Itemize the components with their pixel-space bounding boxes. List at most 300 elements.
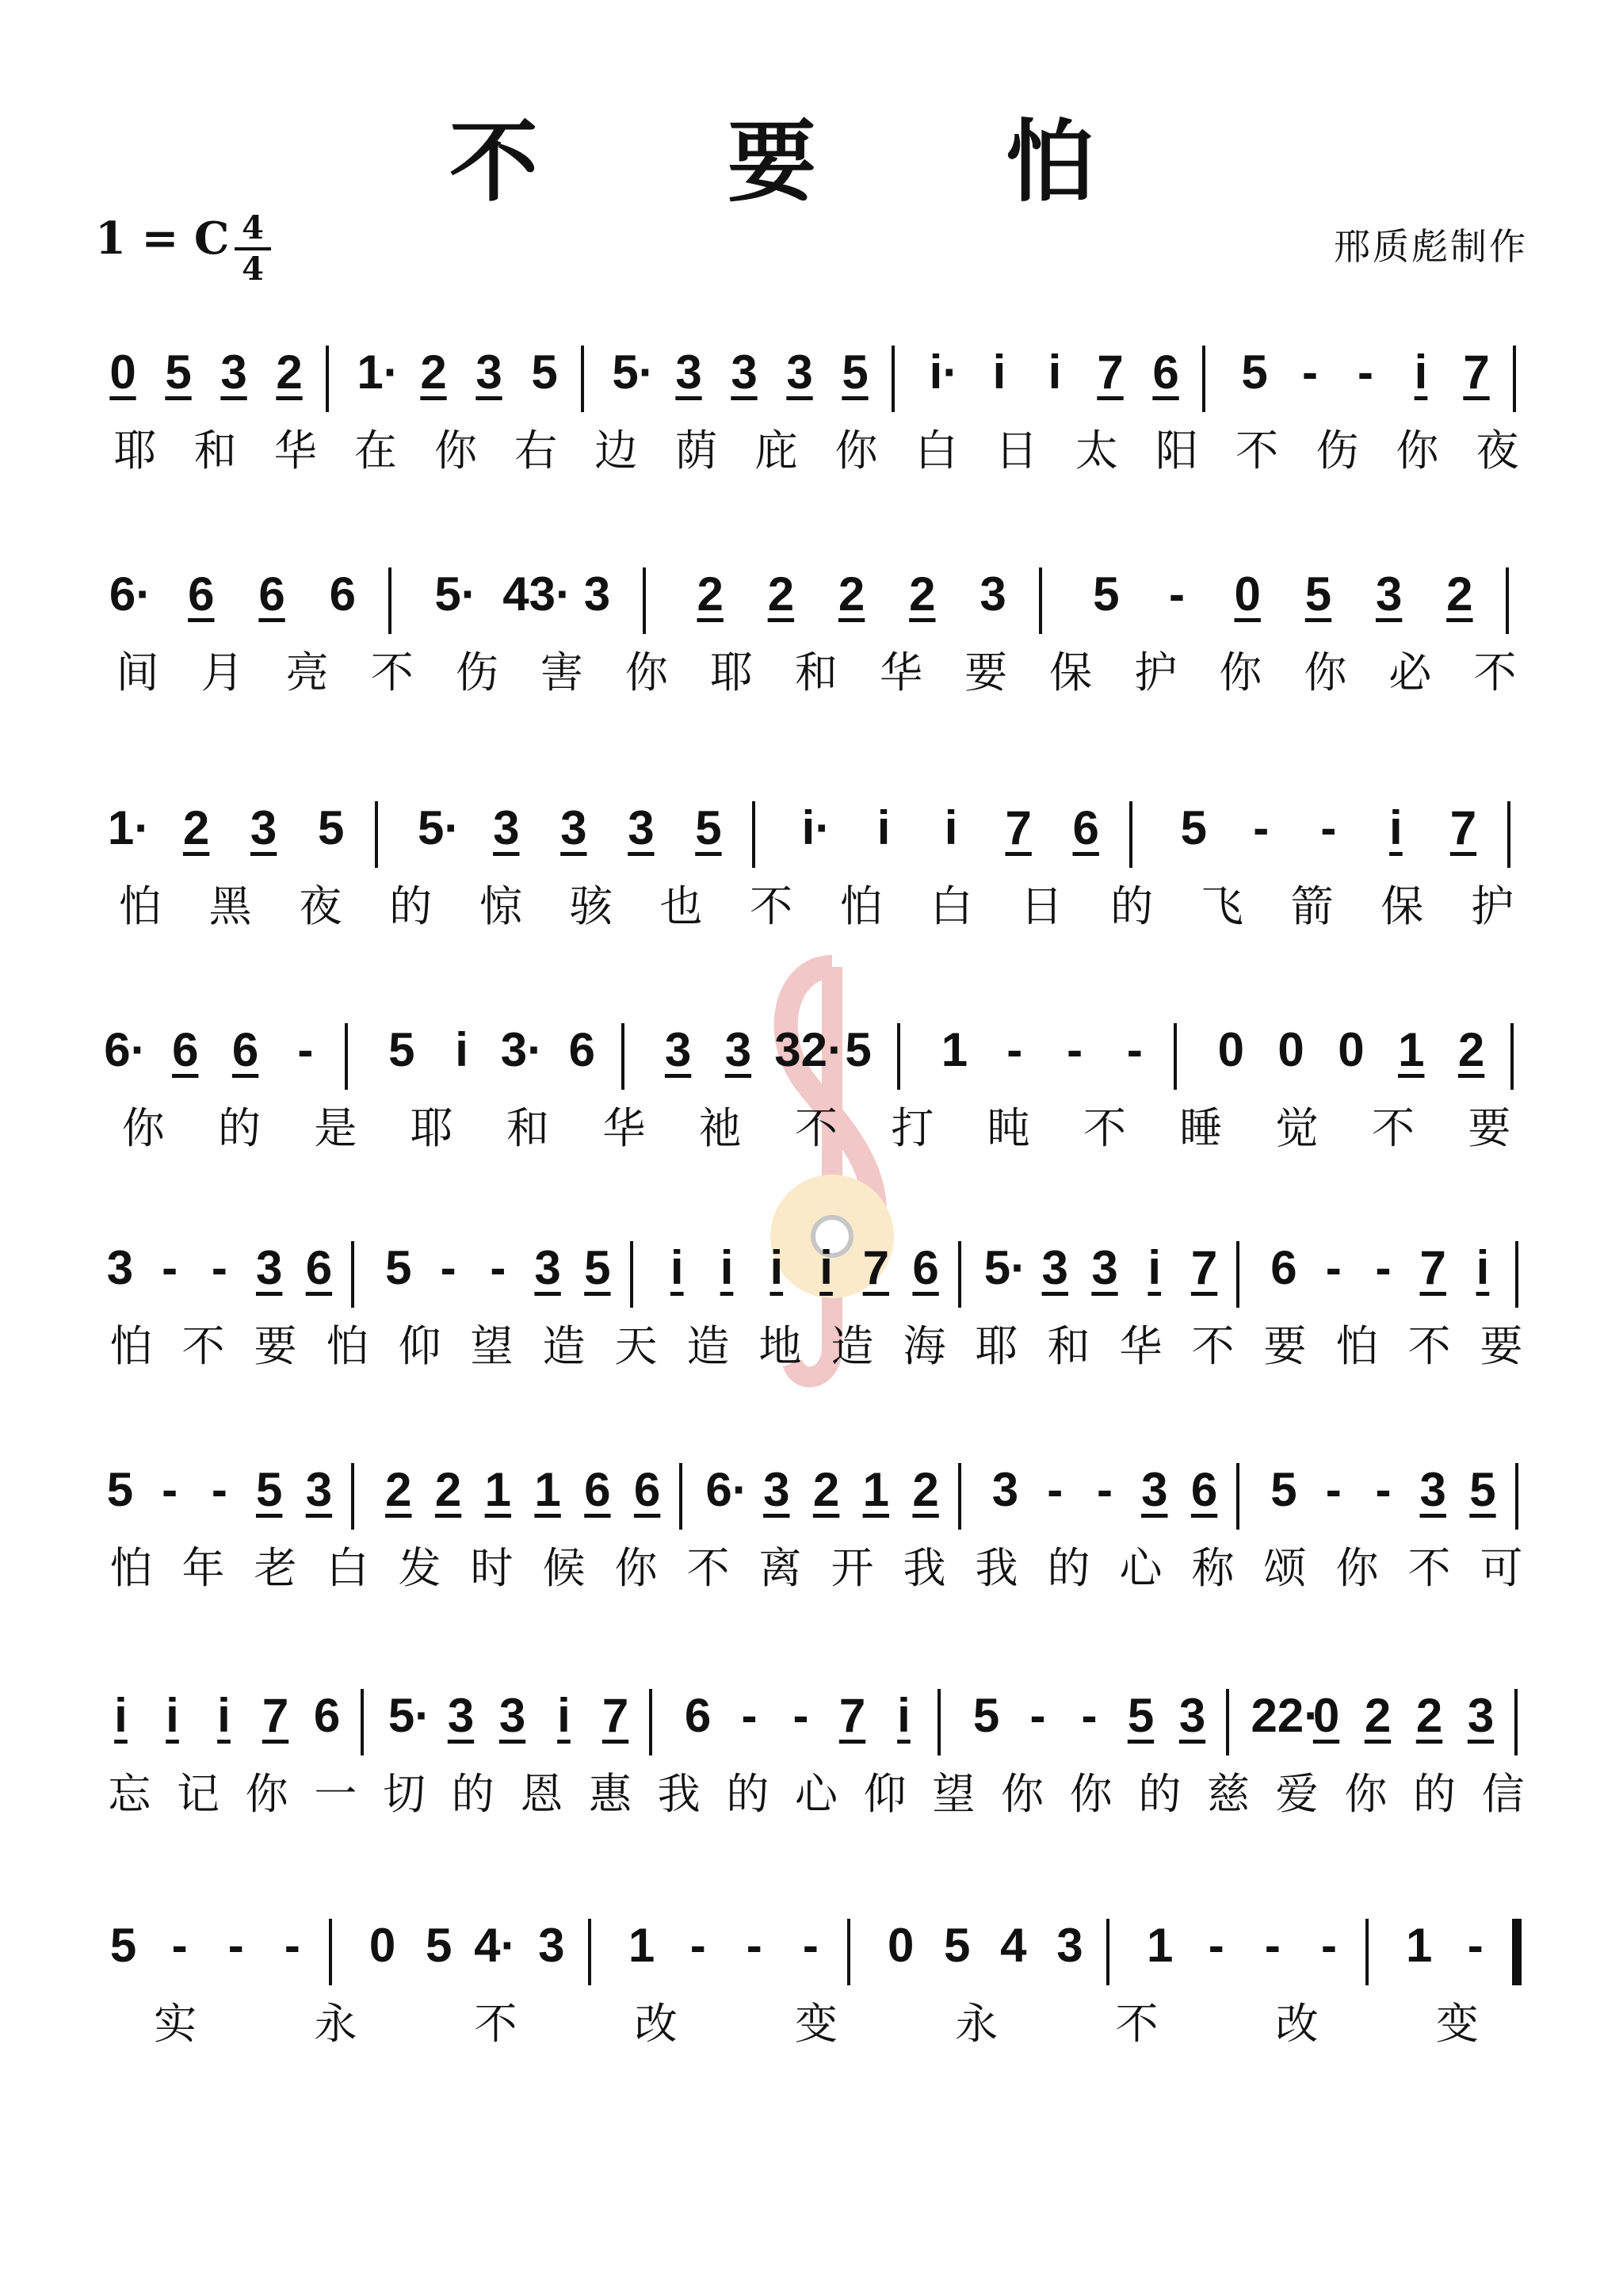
note: i [1476,1241,1490,1294]
note: i [720,1241,734,1294]
lyric-char: 海 [903,1321,946,1371]
note: - [1006,1023,1023,1076]
note: - [1325,1463,1342,1516]
note: 4· [474,1919,517,1972]
lyric-char: 不 [181,1321,225,1371]
note: i [944,801,958,854]
note: 6· [104,1023,147,1076]
lyric-char: 要 [1480,1321,1523,1371]
bar-line [1512,1919,1522,1985]
notation-line [0,341,1623,428]
note: 22· [1251,1689,1320,1742]
note: - [1325,1241,1342,1294]
lyric-char: 和 [193,426,237,476]
note: i [166,1689,179,1742]
note: 6 [329,567,356,621]
lyric-char: 要 [254,1321,297,1371]
note: i [819,1241,833,1294]
note: - [792,1689,809,1742]
note: 32· [774,1023,843,1076]
note: 5 [1304,567,1332,621]
lyric-char: 仰 [398,1321,441,1371]
note: 6 [568,1023,595,1076]
lyric-char: 老 [254,1543,297,1593]
lyrics-line [0,1996,1623,2052]
lyric-char: 耶 [410,1103,453,1153]
note: - [211,1463,227,1516]
key-signature: 1 = C [95,212,230,265]
bar-line [1506,567,1509,634]
note: 6 [912,1241,939,1294]
note: 6 [305,1241,333,1294]
note: 0 [887,1919,915,1972]
note: 3 [305,1463,333,1516]
bar-line [649,1689,652,1755]
lyric-char: 忘 [108,1769,151,1819]
lyric-char: 不 [1473,648,1517,697]
bar-line [621,1023,624,1090]
note: 2 [420,346,447,399]
lyric-char: 你 [434,426,477,476]
note: 3 [628,801,655,854]
lyric-char: 不 [474,1999,517,2049]
lyric-char: 的 [726,1769,769,1819]
lyric-char: 怕 [109,1543,153,1593]
note: 3 [220,346,247,399]
note: 3 [786,346,813,399]
lyric-char: 黑 [208,881,252,931]
note: i [1148,1241,1162,1294]
bar-line [375,801,378,868]
note: i [992,346,1006,399]
note: 3 [1041,1241,1068,1294]
lyric-char: 耶 [113,426,157,476]
bar-line [1226,1689,1229,1755]
lyric-char: 地 [758,1321,802,1371]
note: 3 [498,1689,526,1742]
lyric-char: 是 [314,1103,357,1153]
note: - [1081,1689,1098,1742]
note: - [746,1919,762,1972]
note: 3 [255,1241,283,1294]
lyric-char: 我 [975,1543,1018,1593]
note: 7 [1190,1241,1218,1294]
lyric-char: 和 [1047,1321,1090,1371]
note: 5 [317,801,345,854]
note: 5 [1241,346,1268,399]
note: 2 [909,567,936,621]
note: 3 [664,1023,692,1076]
lyric-char: 不 [1083,1103,1126,1153]
note: - [490,1241,506,1294]
note: - [802,1919,819,1972]
note: - [1126,1023,1143,1076]
note: 2 [434,1463,462,1516]
note: 6 [1270,1241,1297,1294]
note: 6 [1152,346,1179,399]
bar-line [1236,1241,1239,1308]
lyrics-line [0,1767,1623,1822]
lyric-char: 不 [750,881,793,931]
lyric-char: 惠 [589,1769,632,1819]
bar-line [1513,346,1516,412]
time-signature-top: 4 [242,209,264,246]
bar-line [326,346,329,412]
lyric-char: 开 [831,1543,874,1593]
note: i [1048,346,1062,399]
note: - [1169,567,1185,621]
lyric-char: 怕 [118,881,162,931]
note: 3 [1419,1463,1446,1516]
bar-line [1236,1463,1239,1530]
note: 7 [1449,801,1477,854]
note: 2 [385,1463,412,1516]
lyric-char: 你 [1396,426,1439,476]
lyric-char: 的 [1110,881,1154,931]
note: - [162,1463,178,1516]
lyric-char: 望 [470,1321,514,1371]
note: - [741,1689,758,1742]
note: 2 [912,1463,939,1516]
lyric-char: 称 [1191,1543,1235,1593]
time-signature-bottom: 4 [242,250,264,288]
note: 2 [276,346,303,399]
lyric-char: 仰 [863,1769,907,1819]
note: 5 [425,1919,453,1972]
lyric-char: 华 [273,426,317,476]
lyric-char: 变 [1435,1999,1479,2049]
lyric-char: 的 [1138,1769,1182,1819]
note: 5 [845,1023,872,1076]
lyric-char: 亮 [285,648,329,697]
bar-line [892,346,895,412]
note: - [1208,1919,1224,1972]
bar-line [847,1919,850,1985]
lyric-char: 变 [795,1999,838,2049]
lyric-char: 你 [1001,1769,1044,1819]
note: 3 [991,1463,1019,1516]
note: 1 [941,1023,968,1076]
note: 6 [1190,1463,1218,1516]
lyric-char: 祂 [698,1103,742,1153]
lyric-char: 心 [1119,1543,1163,1593]
note: i [217,1689,231,1742]
lyrics-line [0,1101,1623,1156]
lyric-char: 必 [1388,648,1432,697]
lyric-char: 太 [1075,426,1118,476]
note: 1· [357,346,399,399]
bar-line [1515,1241,1518,1308]
bar-line [897,1023,900,1090]
note: - [1264,1919,1281,1972]
note: 2 [1415,1689,1443,1742]
lyric-char: 望 [932,1769,976,1819]
lyric-char: 的 [1047,1543,1090,1593]
note: - [1097,1463,1113,1516]
lyric-char: 阳 [1155,426,1198,476]
note: 5 [1469,1463,1496,1516]
lyric-char: 你 [1344,1769,1388,1819]
note: i [455,1023,468,1076]
lyric-char: 候 [542,1543,586,1593]
note: 3 [763,1463,790,1516]
lyric-char: 一 [314,1769,357,1819]
note: 0 [1217,1023,1244,1076]
lyric-char: 你 [834,426,878,476]
notation-line [0,1458,1623,1545]
lyric-char: 飞 [1200,881,1243,931]
lyrics-line [0,645,1623,701]
lyric-char: 护 [1471,881,1514,931]
note: 3 [731,346,758,399]
note: 5· [612,346,655,399]
note: 1 [862,1463,889,1516]
note: i [1414,346,1428,399]
note: 5 [165,346,192,399]
note: - [1320,801,1337,854]
lyric-char: 右 [514,426,558,476]
note: 6 [313,1689,341,1742]
note: - [1047,1463,1064,1516]
note: 1· [107,801,151,854]
time-signature [235,211,271,287]
note: 1 [1398,1023,1425,1076]
lyric-char: 也 [659,881,703,931]
lyric-char: 怕 [1335,1321,1379,1371]
note: 3 [250,801,277,854]
lyric-char: 爱 [1275,1769,1319,1819]
bar-line [351,1463,354,1530]
bar-line [679,1463,682,1530]
lyric-char: 永 [955,1999,999,2049]
note: 7 [1463,346,1490,399]
bar-line [588,1919,591,1985]
note: 5 [255,1463,283,1516]
bar-line [958,1241,961,1308]
note: 3 [560,801,587,854]
lyric-char: 你 [245,1769,288,1819]
lyric-char: 惊 [479,881,522,931]
lyric-char: 华 [1119,1321,1163,1371]
song-title: 不 要 怕 [449,111,1174,214]
lyric-char: 害 [540,648,583,697]
bar-line [351,1241,354,1308]
lyric-char: 不 [1115,1999,1159,2049]
lyric-char: 耶 [975,1321,1018,1371]
lyric-char: 在 [353,426,397,476]
note: 3 [1091,1241,1118,1294]
note: 5 [842,346,869,399]
note: - [1358,346,1373,399]
note: 2 [838,567,865,621]
note: - [1375,1241,1392,1294]
lyric-char: 你 [1219,648,1262,697]
lyric-char: 白 [915,426,958,476]
lyric-char: 日 [1020,881,1064,931]
lyric-char: 你 [624,648,668,697]
note: 3 [534,1241,561,1294]
bar-line [1106,1919,1109,1985]
note: 6· [705,1463,748,1516]
note: 5 [1127,1689,1155,1742]
note: 5 [695,801,722,854]
lyric-char: 箭 [1290,881,1334,931]
lyrics-line [0,1541,1623,1596]
note: 7 [601,1689,629,1742]
lyric-char: 怕 [839,881,883,931]
lyric-char: 不 [686,1543,730,1593]
note: - [689,1919,706,1972]
note: 0 [369,1919,396,1972]
note: i [557,1689,571,1742]
lyric-char: 你 [1069,1769,1113,1819]
note: 3 [583,567,611,621]
note: 2 [1457,1023,1485,1076]
note: - [211,1241,227,1294]
lyric-char: 实 [154,1999,197,2049]
note: i· [801,801,831,854]
lyric-char: 可 [1480,1543,1523,1593]
note: 5 [106,1463,134,1516]
lyric-char: 和 [506,1103,549,1153]
lyric-char: 怕 [109,1321,153,1371]
lyric-char: 的 [1413,1769,1456,1819]
bar-line [938,1689,941,1755]
note: 6 [172,1023,199,1076]
note: 5 [1270,1463,1297,1516]
note: 6 [258,567,285,621]
bar-line [329,1919,332,1985]
notation-line [0,1018,1623,1106]
lyric-char: 的 [389,881,433,931]
note: i [769,1241,784,1294]
note: 3 [724,1023,752,1076]
note: - [1375,1463,1392,1516]
bar-line [1514,1689,1518,1755]
lyric-char: 改 [634,1999,678,2049]
note: 0 [1234,567,1261,621]
note: 3 [1178,1689,1206,1742]
note: i [897,1689,911,1742]
note: 1 [1406,1919,1433,1972]
note: 5· [418,801,460,854]
lyric-char: 伤 [1316,426,1359,476]
lyric-char: 天 [614,1321,658,1371]
lyric-char: 你 [1304,648,1347,697]
lyric-char: 夜 [1476,426,1519,476]
note: 5 [1093,567,1120,621]
lyric-char: 不 [1191,1321,1235,1371]
note: 6 [188,567,215,621]
note: 7 [262,1689,289,1742]
lyric-char: 你 [614,1543,658,1593]
lyric-char: 间 [116,648,159,697]
note: 5· [434,567,477,621]
lyric-char: 边 [594,426,638,476]
note: 3 [493,801,520,854]
note: - [1067,1023,1083,1076]
note: 1 [1146,1919,1174,1972]
bar-line [1174,1023,1177,1090]
note: 3 [538,1919,565,1972]
note: i [114,1689,128,1742]
bar-line [345,1023,348,1090]
note: 5 [972,1689,1000,1742]
lyric-char: 华 [880,648,923,697]
lyric-char: 睡 [1179,1103,1223,1153]
lyric-char: 要 [1263,1321,1307,1371]
bar-line [630,1241,633,1308]
note: 7 [1005,801,1032,854]
note: 0 [109,346,136,399]
lyric-char: 造 [686,1321,730,1371]
note: 3 [980,567,1006,621]
lyric-char: 不 [1407,1321,1451,1371]
lyric-char: 切 [383,1769,426,1819]
lyric-char: 夜 [299,881,342,931]
note: 1 [484,1463,512,1516]
lyric-char: 要 [964,648,1008,697]
note: 2 [1446,567,1473,621]
note: 5 [385,1241,412,1294]
lyric-char: 我 [903,1543,946,1593]
lyric-char: 你 [1335,1543,1379,1593]
lyric-char: 和 [795,648,838,697]
note: 5 [388,1023,415,1076]
lyric-char: 日 [995,426,1038,476]
note: 43· [502,567,571,621]
notation-line [0,1236,1623,1324]
note: 3 [475,346,502,399]
lyric-char: 要 [1468,1103,1511,1153]
note: - [1029,1689,1046,1742]
lyric-char: 造 [542,1321,586,1371]
lyric-char: 发 [398,1543,441,1593]
note: 2 [182,801,210,854]
note: - [227,1919,244,1972]
lyric-char: 的 [218,1103,261,1153]
lyric-char: 记 [177,1769,220,1819]
note: i [670,1241,684,1294]
note: 6· [109,567,152,621]
lyrics-line [0,423,1623,479]
bar-line [1515,1463,1518,1530]
lyric-char: 年 [181,1543,225,1593]
note: 2 [767,567,795,621]
note: 3 [1056,1919,1083,1972]
note: 7 [862,1241,889,1294]
lyric-char: 颂 [1263,1543,1307,1593]
note: 6 [584,1463,611,1516]
lyric-char: 伤 [455,648,498,697]
note: i [876,801,891,854]
note: - [1302,346,1318,399]
lyric-char: 不 [1372,1103,1415,1153]
note: 4 [1000,1919,1027,1972]
note: 0 [1312,1689,1340,1742]
notation-line [0,563,1623,650]
lyric-char: 护 [1134,648,1178,697]
lyric-char: 你 [121,1103,165,1153]
note: - [171,1919,188,1972]
note: 7 [1097,346,1124,399]
note: 7 [838,1689,866,1742]
note: 5 [944,1919,971,1972]
note: 2 [1364,1689,1392,1742]
bar-line [361,1689,364,1755]
note: 3· [500,1023,544,1076]
note: - [1320,1919,1337,1972]
